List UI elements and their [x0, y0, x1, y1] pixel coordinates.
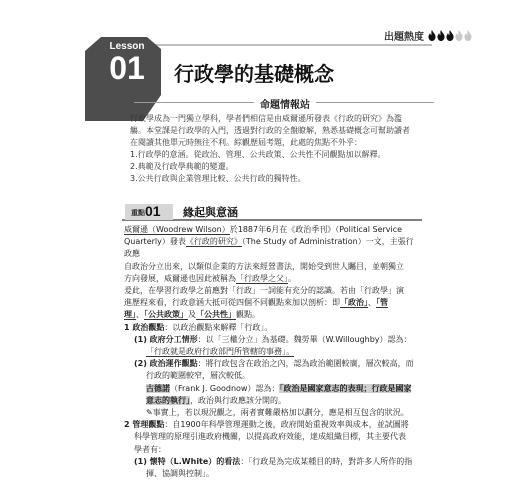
pencil-icon: ✎ — [146, 408, 153, 418]
info-line: 3.公共行政與企業管理比較、公共行政的獨特性。 — [130, 174, 306, 183]
flame-icon — [464, 30, 472, 41]
item-goodnow: 古德諾（Frank J. Goodnow）認為：「政治是國家意志的表現；行政是國家 — [146, 383, 412, 393]
flame-icon — [446, 30, 454, 41]
info-line: 1.行政學的意涵。從政治、管理、公共政策、公共性不同觀點加以解釋。 — [130, 150, 386, 159]
keyword-management-b: 理」 — [124, 310, 136, 320]
heat-label: 出題熱度 — [384, 32, 424, 43]
flame-icon — [428, 30, 436, 41]
info-line: 行政學成為一門獨立學科，學者們相信是由威爾遜所發表《行政的研究》為濫 — [130, 114, 402, 123]
wilson-work: 《行政的研究》 — [185, 237, 242, 247]
body-text: 威爾遜（Woodrew Wilson）於1887年6月在《政治季刊》（Political Service Quarterly）發表《行政的研究》（The Study of Administration）一文，主張行政應 自政治分立出來，以類似企業的方法來經營書法，開始受到世人矚目，並朝獨立 方向發展，威爾遜也因此被稱為「行政學之父」。 爰此，在學習行政學之前應對「行政」一詞能有充分的認識。若由「行政學」演 進歷程來看，行政意涵大抵可從四個不同觀點來加以剖析：即「政治」、「管 理」、「公共政策」及「公共性」觀點。 1 政治觀點：以政治觀點來解釋「行政」。 (1) 政府分工情形：以「三權分立」為基礎。魏勞畢（W.Willoughby）認為： 「行政就是政府行政部門所管轄的事務」。 (2) 政治運作觀點：將行政包含在政治之內，認為政治範圍較廣，層次較高，而 行政的範圍較窄，層次較低。 古德諾（Frank J. Goodnow）認為：「政治是國家意志的表現；行政是國家 意志的執行」，政治與行政應該分開的。 ✎事實上，若以現況觀之，兩者實難嚴格加以劃分，應是相互包含的狀況。 2 管理觀點：自1900年科學管理運動之後，政府開始重視效率與成本，並試圖將 科學管理的原理引進政府機關，以提高政府效能，達成組織目標，其主要代表 學者有： (1) 懷特（L.White）的看法：「行政是為完成某種目的時，對許多人所作的指 揮、協調與控制」。 — [124, 224, 420, 480]
flame-icon — [437, 30, 445, 41]
info-title: 命題情報站 — [254, 96, 316, 111]
heading-management: 2 管理觀點：自1900年科學管理運動之後，政府開始重視效率與成本，並試圖將 — [124, 420, 409, 430]
section-badge-label: 重點 — [131, 209, 145, 217]
lesson-number: 01 — [109, 50, 145, 86]
section-title: 緣起與意涵 — [183, 206, 238, 219]
father-of-pa: 「行政學之父」 — [236, 273, 288, 283]
lesson-label: Lesson — [109, 41, 145, 52]
info-line: 2.典範及行政學典範的變遷。 — [130, 162, 234, 171]
heat-flames — [428, 30, 472, 41]
heading-politics: 1 政治觀點：以政治觀點來解釋「行政」。 — [124, 322, 273, 332]
info-line: 觴。本堂課是行政學的入門，透過對行政的全盤瞭解，熟悉基礎概念可幫助讀者 — [130, 126, 410, 135]
note-line: ✎事實上，若以現況觀之，兩者實難嚴格加以劃分，應是相互包含的狀況。 — [146, 408, 409, 418]
flame-icon — [455, 30, 463, 41]
heat-indicator — [384, 28, 472, 43]
item-division-of-labor: (1) 政府分工情形：以「三權分立」為基礎。魏勞畢（W.Willoughby）認為： — [134, 334, 412, 344]
item-political-operation: (2) 政治運作觀點：將行政包含在政治之內，認為政治範圍較廣，層次較高，而 — [134, 359, 414, 369]
wilson-name: 威爾遜（Woodrew Wilson） — [124, 225, 230, 234]
keyword-politics: 「政治」 — [340, 298, 368, 308]
info-text — [130, 113, 425, 185]
page-title: 行政學的基礎概念 — [174, 62, 334, 86]
info-line: 在閱讀其他單元時無往不利。綜觀歷屆考題，此處的焦點不外乎： — [130, 138, 362, 147]
paragraph-wilson: 威爾遜（Woodrew Wilson）於1887年6月在《政治季刊》（Political Service — [124, 225, 403, 234]
paragraph-viewpoints: 爰此，在學習行政學之前應對「行政」一詞能有充分的認識。若由「行政學」演 — [124, 286, 404, 296]
item-white: (1) 懷特（L.White）的看法：「行政是為完成某種目的時，對許多人所作的指 — [134, 456, 413, 466]
keyword-public-policy: 「公共政策」 — [144, 310, 188, 320]
section-badge-number: 01 — [145, 203, 161, 219]
keyword-publicness: 「公共性」 — [196, 310, 236, 320]
keyword-management-a: 「管 — [376, 298, 388, 308]
